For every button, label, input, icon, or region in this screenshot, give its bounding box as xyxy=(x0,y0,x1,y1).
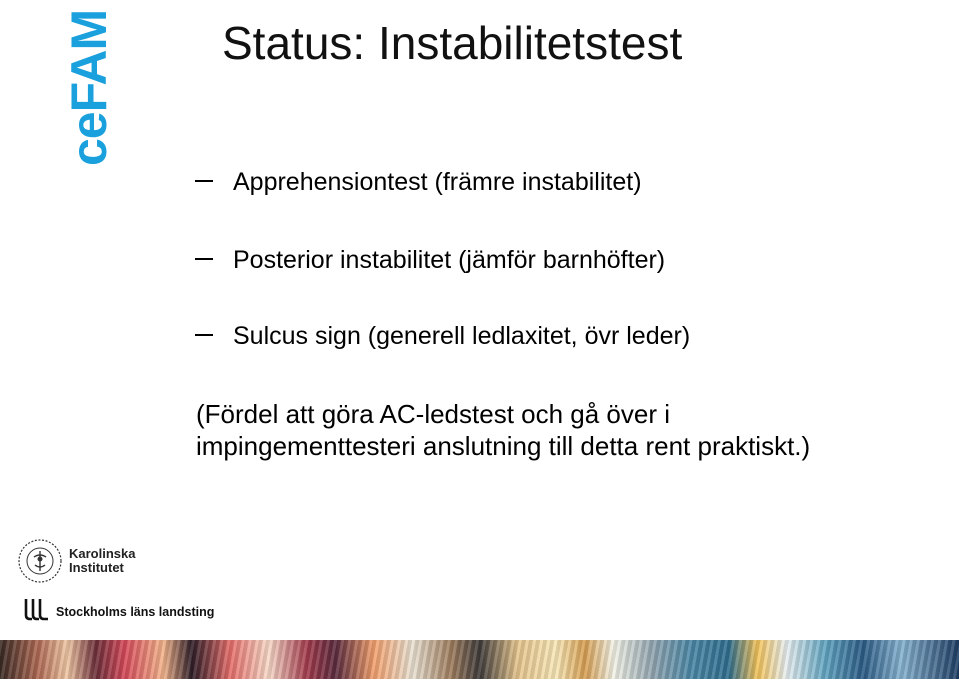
dash-icon xyxy=(195,334,213,336)
sll-name: Stockholms läns landsting xyxy=(56,605,215,619)
bullet-text: Posterior instabilitet (jämför barnhöfter) xyxy=(233,246,666,274)
cefam-logo-text: ceFAM xyxy=(61,9,117,166)
ki-name-line2: Institutet xyxy=(69,560,124,575)
bullet-item xyxy=(195,246,665,275)
ki-name-line1: Karolinska xyxy=(69,546,136,561)
slide-title: Status: Instabilitetstest xyxy=(222,17,683,69)
decorative-photo-strip xyxy=(0,640,959,679)
sll-mark-icon xyxy=(22,597,50,621)
karolinska-logo xyxy=(17,538,137,588)
cefam-logo xyxy=(0,0,117,175)
sll-logo xyxy=(22,597,222,625)
bullet-text: Apprehensiontest (främre instabilitet) xyxy=(233,168,642,196)
bullet-text: Sulcus sign (generell ledlaxitet, övr leder) xyxy=(233,322,691,350)
bullet-item xyxy=(195,168,642,197)
bullet-item xyxy=(195,322,690,351)
dash-icon xyxy=(195,180,213,182)
slide-note: (Fördel att göra AC-ledstest och gå över i impingementtesteri anslutning till detta rent praktiskt.) xyxy=(196,399,811,461)
karolinska-seal-icon xyxy=(17,538,63,584)
dash-icon xyxy=(195,258,213,260)
